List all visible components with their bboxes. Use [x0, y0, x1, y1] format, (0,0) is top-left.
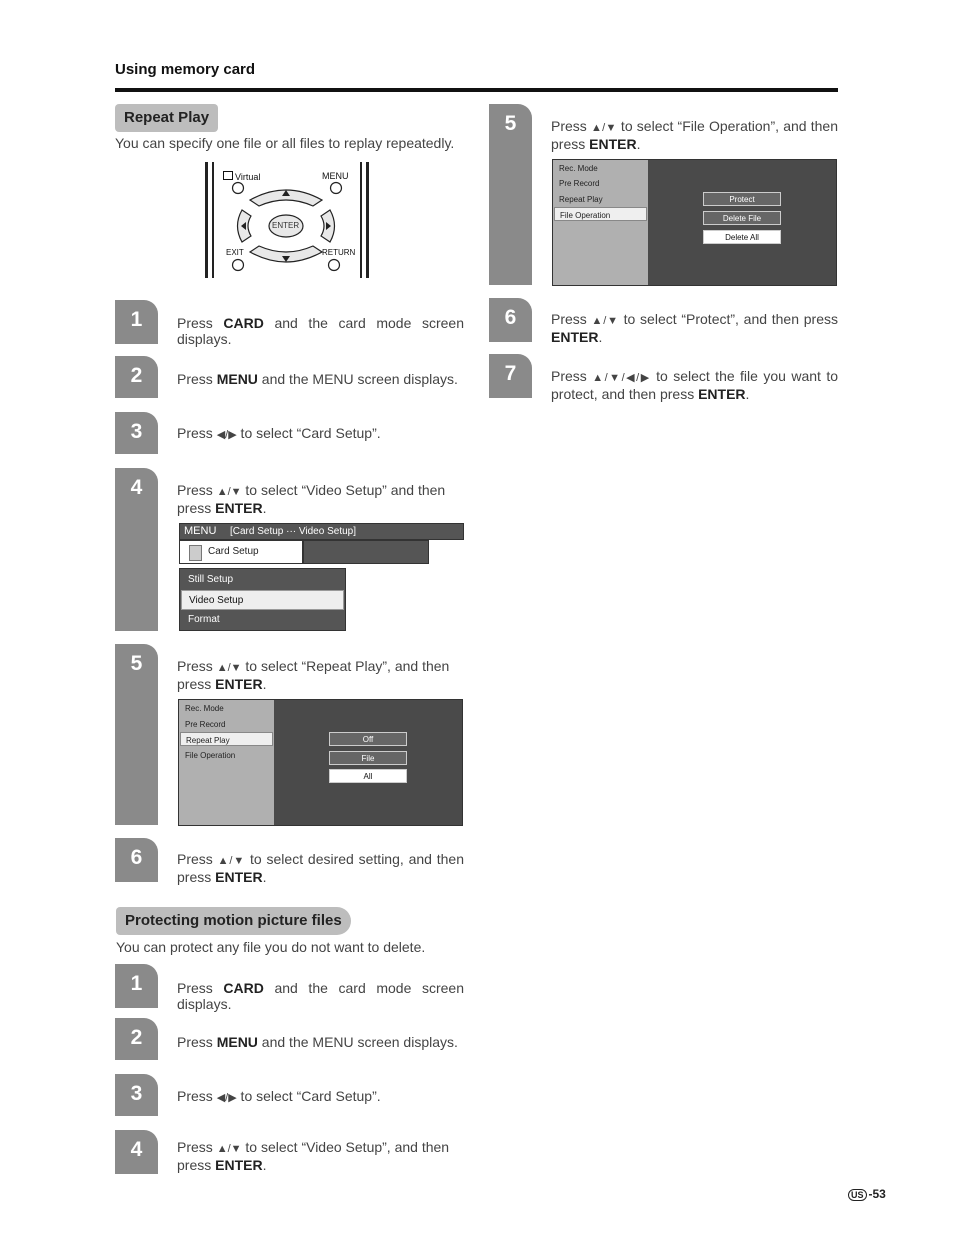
section-title: Using memory card	[115, 61, 256, 78]
step-number: 4	[115, 468, 158, 631]
step-text-part: to select “Video Setup” and then press	[177, 482, 446, 516]
menu-panel	[303, 540, 429, 564]
step-text-part: and the MENU screen displays.	[257, 371, 458, 387]
step-text-part: Press	[551, 311, 592, 327]
screen-menu-item: Repeat Play	[559, 195, 603, 204]
file-operation-screen	[552, 159, 837, 286]
step-text	[177, 425, 464, 443]
remote-control-illustration	[205, 160, 369, 280]
submenu-item: Format	[188, 614, 220, 625]
arrow-keys: ▲/▼	[216, 662, 242, 674]
screen-menu-item: Rec. Mode	[559, 164, 598, 173]
step-text-part: Press	[177, 425, 217, 441]
exit-key-label: EXIT	[226, 248, 244, 257]
option-file: File	[329, 751, 407, 765]
step-text	[177, 851, 464, 885]
screen-menu-item-selected: Repeat Play	[180, 732, 273, 746]
step-number: 5	[115, 644, 158, 825]
arrow-keys: ▲/▼	[591, 315, 619, 327]
step-text-part: to select desired setting, and then press	[177, 851, 464, 885]
step-text-part: and the MENU screen displays.	[257, 1034, 458, 1050]
step-text	[177, 315, 464, 347]
step-text-part: .	[262, 500, 267, 516]
step-text-part: .	[262, 869, 267, 885]
step-text-part: .	[636, 136, 641, 152]
option-protect: Protect	[703, 192, 781, 206]
card-setup-label: Card Setup	[208, 546, 259, 557]
step-text-part: .	[262, 1157, 267, 1173]
card-setup-tile	[179, 540, 303, 564]
enter-key-label: ENTER	[272, 221, 300, 230]
step-number: 3	[115, 412, 158, 454]
repeat-play-heading: Repeat Play	[115, 104, 218, 132]
step-text	[177, 1088, 464, 1106]
key-name: ENTER	[215, 676, 263, 692]
protect-intro: You can protect any file you do not want to delete.	[116, 939, 426, 955]
arrow-keys: ▲/▼	[590, 122, 617, 134]
step-text-part: Press	[177, 1034, 217, 1050]
menu-path: [Card Setup ··· Video Setup]	[230, 526, 356, 537]
step-text-part: and the card mode screen displays.	[177, 315, 464, 347]
step-text-part: to select “Repeat Play”, and then press	[177, 658, 450, 692]
menu-bar	[179, 523, 464, 540]
step-text-part: Press	[551, 118, 591, 134]
key-name: ENTER	[589, 136, 637, 152]
step-number: 6	[489, 298, 532, 342]
memory-card-icon	[189, 545, 202, 561]
screen-menu-item: Rec. Mode	[185, 704, 224, 713]
step-number: 2	[115, 1018, 158, 1060]
menu-key-label: MENU	[322, 171, 349, 181]
step-number: 5	[489, 104, 532, 285]
virtual-label	[223, 171, 260, 182]
menu-title: MENU	[184, 525, 217, 537]
step-text	[177, 371, 467, 387]
key-name: ENTER	[698, 386, 746, 402]
virtual-text: Virtual	[235, 172, 261, 182]
step-text	[551, 118, 838, 152]
dolby-icon	[223, 171, 233, 180]
step-number: 7	[489, 354, 532, 398]
screen-menu-item: Pre Record	[559, 179, 600, 188]
step-text-part: Press	[177, 371, 217, 387]
arrow-keys: ▲/▼/◀/▶	[592, 372, 651, 384]
return-key-label: RETURN	[322, 248, 356, 257]
step-text-part: Press	[177, 980, 224, 996]
key-name: ENTER	[215, 869, 263, 885]
step-text-part: .	[745, 386, 750, 402]
arrow-keys: ◀/▶	[216, 429, 237, 441]
step-text-part: Press	[177, 1088, 217, 1104]
step-number: 2	[115, 356, 158, 398]
option-off: Off	[329, 732, 407, 746]
header-rule	[115, 88, 838, 92]
key-name: CARD	[223, 315, 264, 331]
repeat-play-screen	[178, 699, 463, 826]
page-number	[848, 1187, 886, 1201]
key-name: CARD	[223, 980, 264, 996]
screen-menu-item-selected: File Operation	[554, 207, 647, 221]
step-number: 1	[115, 300, 158, 344]
step-text	[177, 658, 467, 692]
key-name: MENU	[216, 1034, 258, 1050]
step-number: 1	[115, 964, 158, 1008]
step-text-part: to select “Card Setup”.	[236, 425, 381, 441]
arrow-keys: ▲/▼	[217, 855, 246, 867]
step-text-part: to select “File Operation”, and then press	[551, 118, 838, 152]
key-name: ENTER	[215, 500, 263, 516]
step-text	[551, 368, 838, 402]
screen-menu-item: Pre Record	[185, 720, 226, 729]
step-number: 6	[115, 838, 158, 882]
step-number: 4	[115, 1130, 158, 1174]
key-name: ENTER	[551, 329, 599, 345]
protect-heading: Protecting motion picture files	[116, 907, 351, 935]
step-text-part: .	[598, 329, 603, 345]
arrow-keys: ▲/▼	[216, 1143, 242, 1155]
step-text-part: Press	[177, 658, 217, 674]
step-number: 3	[115, 1074, 158, 1116]
step-text-part: to select “Card Setup”.	[236, 1088, 381, 1104]
option-delete-file: Delete File	[703, 211, 781, 225]
submenu-item: Still Setup	[188, 574, 234, 585]
page-number-text: -53	[868, 1187, 886, 1201]
step-text-part: Press	[177, 315, 224, 331]
step-text	[177, 1034, 467, 1050]
arrow-keys: ▲/▼	[216, 486, 242, 498]
key-name: ENTER	[215, 1157, 263, 1173]
region-badge: US	[848, 1189, 867, 1201]
key-name: MENU	[216, 371, 258, 387]
option-all: All	[329, 769, 407, 783]
video-setup-submenu	[179, 568, 346, 631]
step-text-part: and the card mode screen displays.	[177, 980, 464, 1012]
repeat-play-intro: You can specify one file or all files to replay repeatedly.	[115, 135, 455, 151]
step-text-part: Press	[177, 851, 218, 867]
step-text-part: Press	[551, 368, 593, 384]
submenu-item-selected: Video Setup	[181, 590, 344, 610]
step-text-part: Press	[177, 482, 217, 498]
option-delete-all: Delete All	[703, 230, 781, 244]
screen-menu-item: File Operation	[185, 751, 236, 760]
step-text-part: Press	[177, 1139, 217, 1155]
step-text-part: to select “Video Setup”, and then press	[177, 1139, 450, 1173]
step-text-part: to select the file you want to protect, and then press	[551, 368, 838, 402]
step-text	[177, 980, 464, 1012]
step-text	[551, 311, 838, 345]
step-text	[177, 1139, 467, 1173]
arrow-keys: ◀/▶	[216, 1092, 237, 1104]
step-text-part: to select “Protect”, and then press	[618, 311, 838, 327]
step-text-part: .	[262, 676, 267, 692]
step-text	[177, 482, 464, 516]
